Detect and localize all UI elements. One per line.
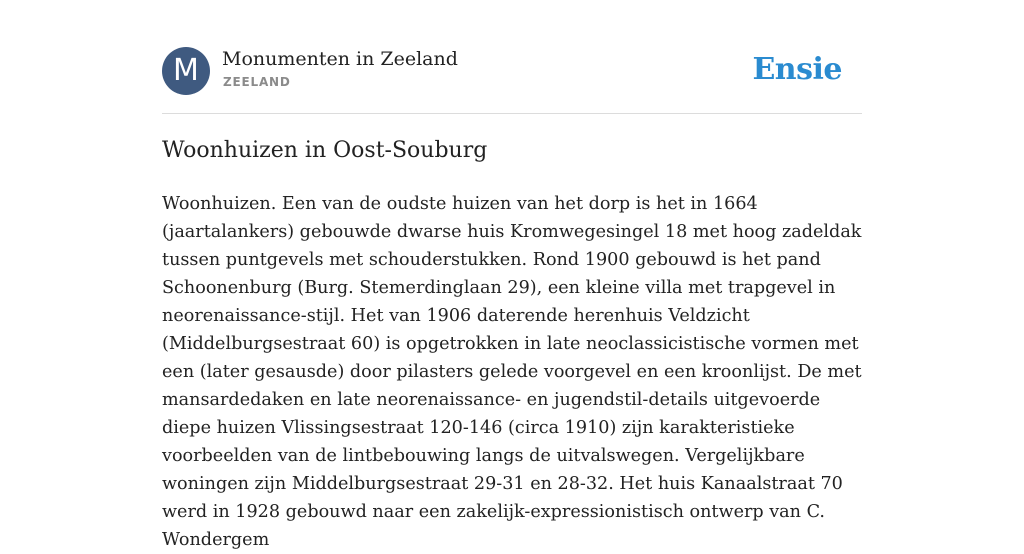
source-header xyxy=(162,47,862,97)
source-name-link[interactable]: Monumenten in Zeeland xyxy=(222,48,458,70)
header-divider xyxy=(162,113,862,114)
source-avatar[interactable]: M xyxy=(162,47,210,95)
ensie-logo[interactable]: Ensie xyxy=(752,52,842,87)
source-category: ZEELAND xyxy=(223,75,291,89)
article-body: Woonhuizen. Een van de oudste huizen van het dorp is het in 1664 (jaartalankers) gebouwde dwarse huis Kromwegesingel 18 met hoog zadeldak tussen puntgevels met schouderstukken. Rond 1900 gebouwd is het pand Schoonenburg (Burg. Stemerdinglaan 29), een kleine villa met trapgevel in neorenaissance-stijl. Het van 1906 daterende herenhuis Veldzicht (Middelburgsestraat 60) is opgetrokken in late neoclassicistische vormen met een (later gesausde) door pilasters gelede voorgevel en een kroonlijst. De met mansardedaken en late neorenaissance- en jugendstil-details uitgevoerde diepe huizen Vlissingsestraat 120-146 (circa 1910) zijn karakteristieke voorbeelden van de lintbebouwing langs de uitvalswegen. Vergelijkbare woningen zijn Middelburgsestraat 29-31 en 28-32. Het huis Kanaalstraat 70 werd in 1928 gebouwd naar een zakelijk-expressionistisch ontwerp van C. Wondergem xyxy=(162,194,862,550)
article-title: Woonhuizen in Oost-Souburg xyxy=(162,138,488,163)
